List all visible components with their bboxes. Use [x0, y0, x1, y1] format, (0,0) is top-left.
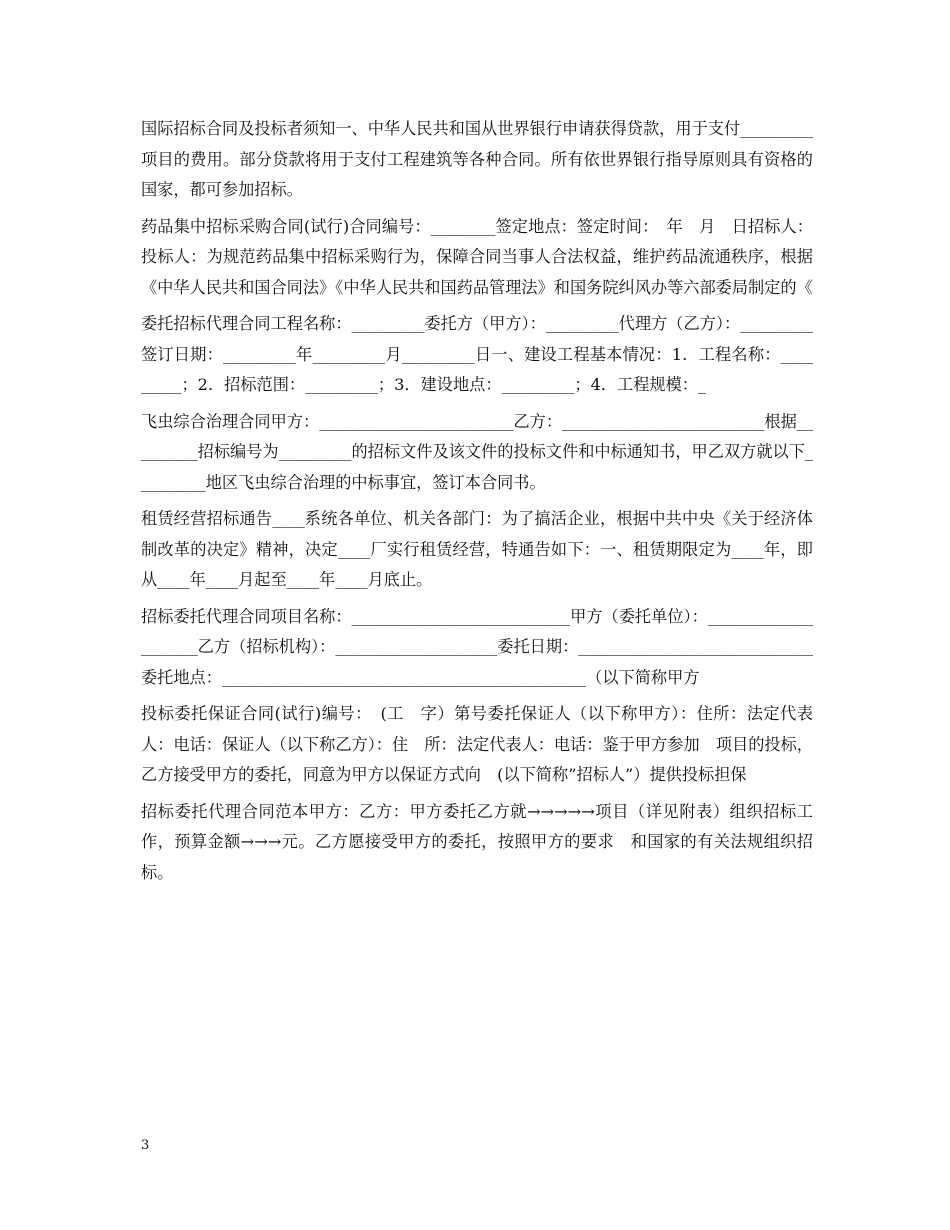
paragraph-agency-template: 招标委托代理合同范本甲方：乙方：甲方委托乙方就→→→→→项目（详见附表）组织招标工作，预算金额→→→元。乙方愿接受甲方的委托，按照甲方的要求 和国家的有关法规组织招标。: [141, 801, 813, 882]
paragraph-international-bidding: 国际招标合同及投标者须知一、中华人民共和国从世界银行申请获得贷款，用于支付_________项目的费用。部分贷款将用于支付工程建筑等各种合同。所有依世界银行指导原则具有资格的国家，都可参加招标。: [141, 119, 813, 199]
paragraph-lease-notice: 租赁经营招标通告____系统各单位、机关各部门：为了搞活企业，根据中共中央《关于经济体制改革的决定》精神，决定____厂实行租赁经营，特通告如下：一、租赁期限定为____年，即从____年____月起至____年____月底止。: [141, 509, 813, 589]
paragraph-entrusted-agency: 委托招标代理合同工程名称：_________委托方（甲方）：_________代理方（乙方）：_________签订日期：_________年_________月_________日一、建设工程基本情况：1．工程名称：_________；2．招标范围：_________；3．建设地点：_________；4．工程规模：_: [141, 314, 813, 394]
paragraph-agency-contract: 招标委托代理合同项目名称：___________________________甲方（委托单位）：____________________乙方（招标机构）：____________________委托日期：_____________________________委托地点：_____________________________________________（以下简称甲方: [141, 606, 813, 687]
page-number: 3: [141, 1138, 150, 1153]
paragraph-drug-procurement: 药品集中招标采购合同(试行)合同编号：________签定地点：签定时间： 年 月 日招标人：投标人：为规范药品集中招标采购行为，保障合同当事人合法权益，维护药品流通秩序，根据《中华人民共和国合同法》《中华人民共和国药品管理法》和国务院纠风办等六部委局制定的《: [141, 216, 813, 297]
paragraph-insect-control: 飞虫综合治理合同甲方：________________________乙方：_________________________根据_________招标编号为_________的招标文件及该文件的投标文件和中标通知书，甲乙双方就以下_________地区飞虫综合治理的中标事宜，签订本合同书。: [141, 411, 813, 492]
paragraph-bid-guarantee: 投标委托保证合同(试行)编号： (工 字）第号委托保证人（以下称甲方）：住所：法定代表人：电话：保证人（以下称乙方）：住 所：法定代表人：电话：鉴于甲方参加 项目的投标，乙方接受甲方的委托，同意为甲方以保证方式向 (以下简称”招标人”）提供投标担保: [141, 704, 813, 784]
document-body: [141, 114, 813, 894]
